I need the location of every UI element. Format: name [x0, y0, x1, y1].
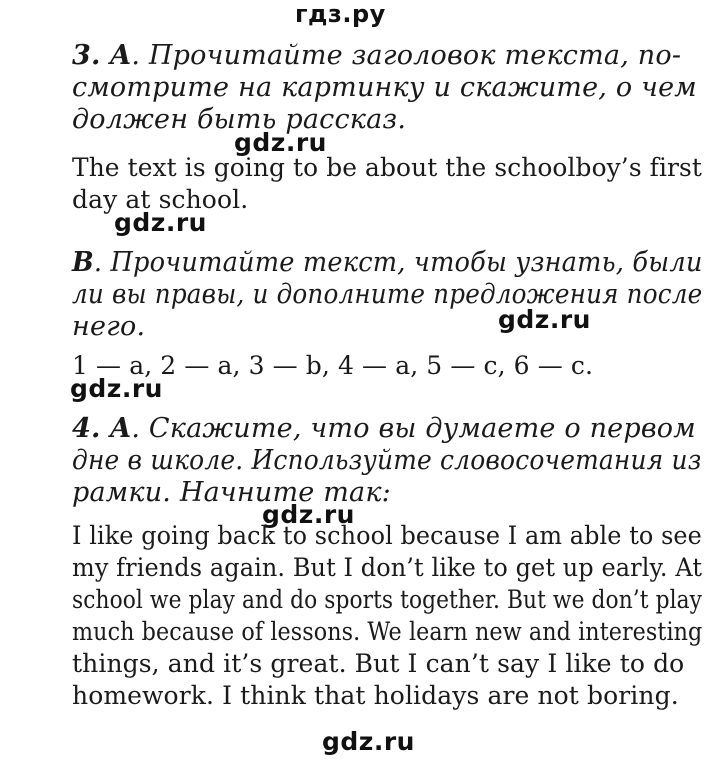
task-4a-line-2: дне в школе. Используйте словосочетания из [72, 445, 702, 476]
task-3a-answer [72, 152, 702, 216]
task-3a-line-1: . Прочитайте заголовок текста, по- [131, 40, 682, 71]
watermark-5: gdz.ru [262, 500, 355, 529]
task-4a-label: 4. A [72, 413, 132, 444]
watermark-3: gdz.ru [498, 305, 591, 334]
task-3b-instruction [72, 247, 702, 343]
task-4a-answer-line-2: my friends again. But I don’t like to get up early. At [72, 553, 703, 582]
task-3b-label: B [72, 247, 94, 278]
task-3a-instruction [72, 40, 702, 136]
watermark-4: gdz.ru [70, 374, 163, 403]
watermark-1: gdz.ru [234, 128, 327, 157]
task-3a-answer-line-2: day at school. [72, 185, 249, 214]
task-4a-instruction [72, 413, 702, 509]
task-4a-line-1: . Скажите, что вы думаете о первом [131, 413, 696, 444]
task-4a-answer [72, 520, 702, 712]
task-3a-label: 3. A [72, 40, 132, 71]
watermark-6: gdz.ru [322, 727, 415, 756]
task-4a-answer-line-6: homework. I think that holidays are not boring. [72, 681, 679, 710]
watermark-2: gdz.ru [114, 208, 207, 237]
task-3a-answer-line-1: The text is going to be about the schoolboy’s first [72, 153, 703, 182]
task-3b-line-1: . Прочитайте текст, чтобы узнать, были [93, 247, 703, 278]
task-4a-line-3: рамки. Начните так: [72, 477, 391, 508]
task-4a-answer-line-1: I like going back to school because I am able to see [72, 521, 702, 550]
task-4a-answer-line-4: much because of lessons. We learn new and interesting [72, 617, 703, 646]
task-3b-answer [72, 350, 702, 382]
task-4a-answer-line-5: things, and it’s great. But I can’t say I like to do [72, 649, 685, 678]
site-header-watermark: гдз.ру [295, 0, 386, 28]
task-3b-answer-line: 1 — a, 2 — a, 3 — b, 4 — a, 5 — c, 6 — c. [72, 351, 594, 380]
task-3b-line-3: него. [72, 311, 146, 342]
task-4a-answer-line-3: school we play and do sports together. But we don’t play [72, 585, 703, 614]
task-3b-line-2: ли вы правы, и дополните предложения после [72, 279, 703, 310]
task-3a-line-3: должен быть рассказ. [72, 104, 407, 135]
task-3a-line-2: смотрите на картинку и скажите, о чем [72, 72, 697, 103]
